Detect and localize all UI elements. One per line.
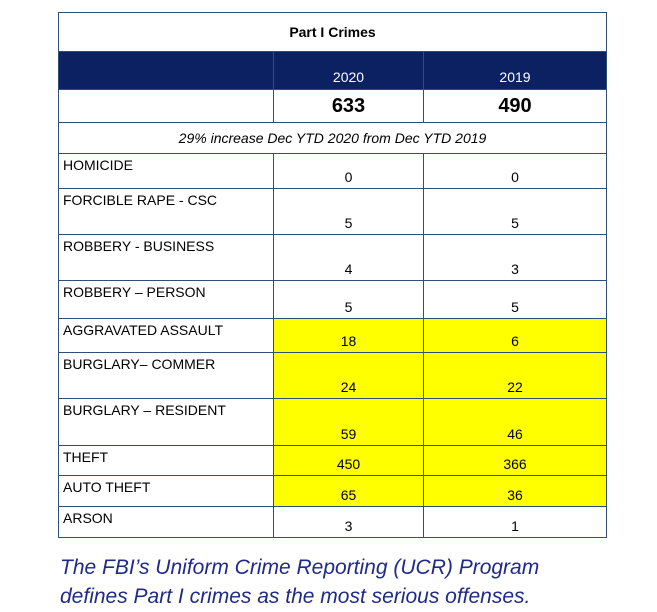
value-2019: 22 bbox=[424, 353, 607, 399]
crime-label: AGGRAVATED ASSAULT bbox=[59, 319, 274, 353]
value-2020: 450 bbox=[274, 446, 424, 476]
table-row bbox=[59, 353, 607, 399]
increase-note: 29% increase Dec YTD 2020 from Dec YTD 2019 bbox=[59, 123, 607, 154]
totals-blank-cell bbox=[59, 90, 274, 123]
table-row bbox=[59, 399, 607, 446]
table-title: Part I Crimes bbox=[59, 13, 607, 52]
value-2020: 0 bbox=[274, 154, 424, 189]
table-row bbox=[59, 446, 607, 476]
header-blank-cell bbox=[59, 52, 274, 90]
totals-row bbox=[59, 90, 607, 123]
value-2020: 18 bbox=[274, 319, 424, 353]
value-2019: 0 bbox=[424, 154, 607, 189]
value-2019: 46 bbox=[424, 399, 607, 446]
crime-label: BURGLARY– COMMER bbox=[59, 353, 274, 399]
part-i-crimes-table bbox=[58, 12, 607, 538]
crime-label: ROBBERY – PERSON bbox=[59, 281, 274, 319]
value-2020: 5 bbox=[274, 281, 424, 319]
table-row bbox=[59, 476, 607, 507]
year-2019-header: 2019 bbox=[424, 52, 607, 90]
crime-label: BURGLARY – RESIDENT bbox=[59, 399, 274, 446]
crime-label: FORCIBLE RAPE - CSC bbox=[59, 189, 274, 235]
value-2019: 1 bbox=[424, 507, 607, 538]
value-2020: 5 bbox=[274, 189, 424, 235]
total-2019: 490 bbox=[424, 90, 607, 123]
value-2019: 36 bbox=[424, 476, 607, 507]
value-2019: 6 bbox=[424, 319, 607, 353]
table-row bbox=[59, 281, 607, 319]
crime-label: HOMICIDE bbox=[59, 154, 274, 189]
crime-label: ARSON bbox=[59, 507, 274, 538]
table-row bbox=[59, 235, 607, 281]
year-2020-header: 2020 bbox=[274, 52, 424, 90]
table-row bbox=[59, 319, 607, 353]
footnote-line-2: defines Part I crimes as the most serious offenses. bbox=[60, 585, 531, 608]
table-row bbox=[59, 507, 607, 538]
crime-label: THEFT bbox=[59, 446, 274, 476]
crime-label: ROBBERY - BUSINESS bbox=[59, 235, 274, 281]
value-2019: 5 bbox=[424, 189, 607, 235]
year-header-row bbox=[59, 52, 607, 90]
table-row bbox=[59, 154, 607, 189]
value-2020: 4 bbox=[274, 235, 424, 281]
value-2020: 3 bbox=[274, 507, 424, 538]
ucr-footnote bbox=[60, 553, 650, 611]
table-row bbox=[59, 189, 607, 235]
value-2019: 3 bbox=[424, 235, 607, 281]
crime-label: AUTO THEFT bbox=[59, 476, 274, 507]
value-2019: 366 bbox=[424, 446, 607, 476]
footnote-line-1: The FBI’s Uniform Crime Reporting (UCR) Program bbox=[60, 556, 540, 579]
value-2019: 5 bbox=[424, 281, 607, 319]
value-2020: 24 bbox=[274, 353, 424, 399]
value-2020: 65 bbox=[274, 476, 424, 507]
value-2020: 59 bbox=[274, 399, 424, 446]
total-2020: 633 bbox=[274, 90, 424, 123]
